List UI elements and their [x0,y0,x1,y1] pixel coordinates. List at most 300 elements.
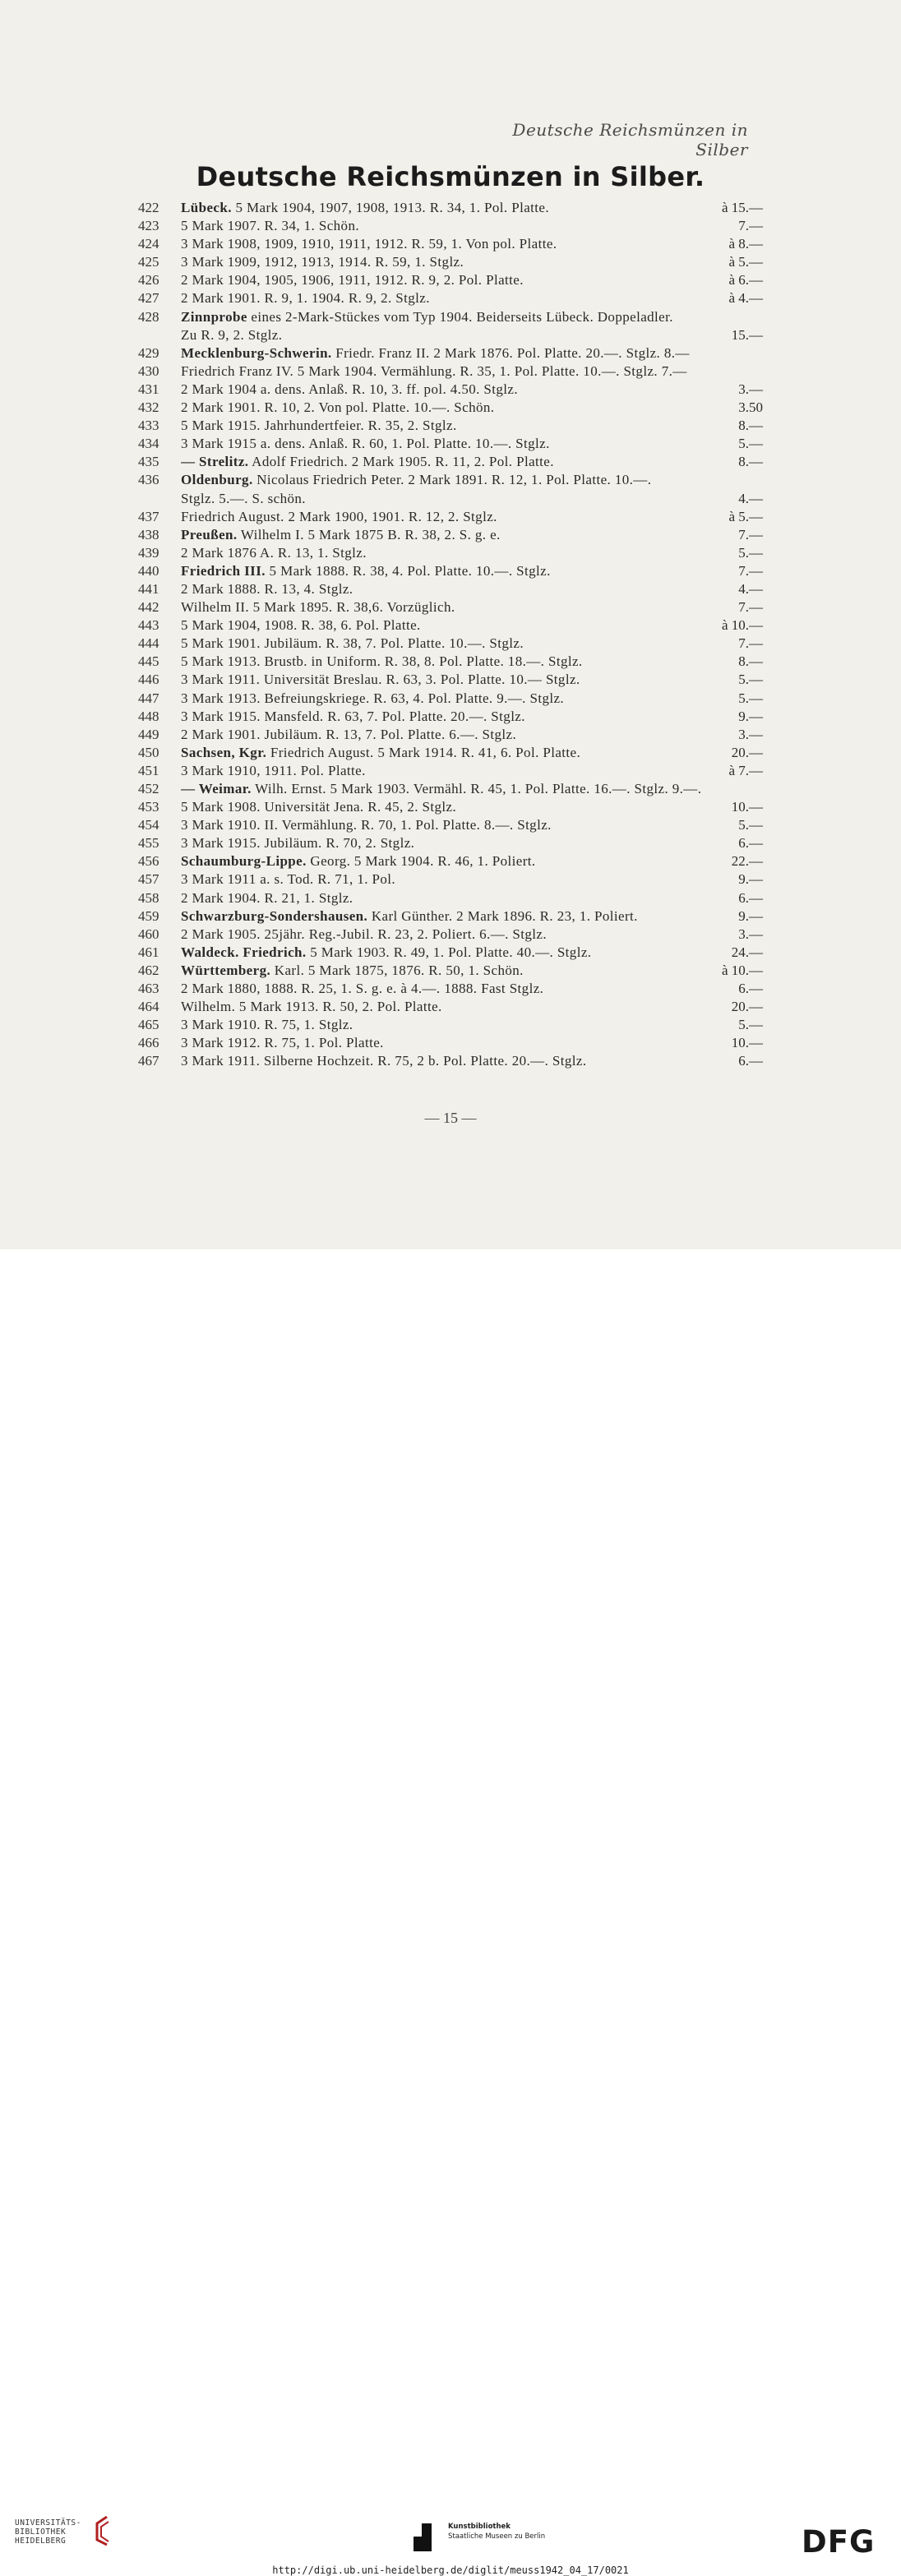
entry-line [138,326,763,344]
entry-line [138,852,763,870]
entry-description [181,435,722,453]
entry-price: 6.— [738,889,763,906]
entry-line [138,744,763,762]
entry-heading: — Weimar. [181,781,252,796]
entry-text: 3 Mark 1915. Jubiläum. R. 70, 2. Stglz. [181,835,415,852]
entry-text: Stglz. 5.—. S. schön. [181,490,306,506]
entry-price: 3.— [738,726,763,742]
entry-text: 3 Mark 1911. Universität Breslau. R. 63, 3. Pol. Platte. 10.— Stglz. [181,672,580,688]
coin-entry [138,435,763,453]
entry-price: 20.— [731,744,763,760]
entry-number: 433 [138,418,159,434]
entry-line [138,471,763,489]
entry-description [181,199,722,217]
coin-entry [138,744,763,762]
entry-line [138,562,763,580]
entry-number: 460 [138,926,159,942]
coin-entry [138,508,763,526]
entry-text: Zu R. 9, 2. Stglz. [181,326,283,343]
entry-text: 2 Mark 1904 a. dens. Anlaß. R. 10, 3. ff. pol. 4.50. Stglz. [181,381,519,397]
entry-text: 5 Mark 1904, 1908. R. 38, 6. Pol. Platte. [181,617,421,634]
entry-number: 464 [138,999,159,1015]
entry-line [138,289,763,307]
scanned-page [0,0,901,1249]
entry-number: 444 [138,635,159,652]
entry-description [181,726,722,744]
coin-entry [138,308,763,344]
entry-line [138,235,763,253]
entry-text: 3 Mark 1910. R. 75, 1. Stglz. [181,1017,353,1033]
coin-entry [138,616,763,635]
entry-text: 3 Mark 1912. R. 75, 1. Pol. Platte. [181,1035,384,1051]
entry-heading: Schwarzburg-Sondershausen. [181,907,368,924]
entry-description [181,926,722,944]
entry-description [181,471,722,489]
entry-text: 5 Mark 1903. R. 49, 1. Pol. Platte. 40.—. Stglz. [306,944,592,960]
entry-number: 454 [138,817,159,833]
entry-number: 462 [138,962,159,978]
entry-line [138,526,763,544]
coin-entry [138,544,763,562]
entry-description [181,1016,722,1034]
entry-text: 3 Mark 1915 a. dens. Anlaß. R. 60, 1. Pol. Platte. 10.—. Stglz. [181,436,550,452]
entry-text: 2 Mark 1888. R. 13, 4. Stglz. [181,580,353,597]
entry-price: 15.— [731,326,763,343]
entry-number: 435 [138,454,159,470]
entry-heading: Württemberg. [181,962,271,978]
entry-line [138,381,763,399]
entry-price: 7.— [738,599,763,616]
entry-text: Wilhelm I. 5 Mark 1875 B. R. 38, 2. S. g. e. [237,526,501,542]
entry-description [181,889,722,907]
entry-description [181,1052,722,1070]
entry-number: 445 [138,653,159,670]
entry-price: à 5.— [728,254,763,270]
entry-line [138,962,763,980]
entry-description [181,271,722,289]
entry-line [138,490,763,508]
entry-price: 5.— [738,672,763,688]
entry-text: Karl Günther. 2 Mark 1896. R. 23, 1. Poliert. [367,907,638,924]
entry-text: 5 Mark 1907. R. 34, 1. Schön. [181,218,360,234]
entry-price: 6.— [738,981,763,997]
entry-price: 5.— [738,1017,763,1033]
entry-line [138,598,763,616]
entry-line [138,816,763,834]
entry-number: 461 [138,944,159,960]
entry-number: 449 [138,726,159,742]
entry-description [181,852,722,870]
entry-text: 5 Mark 1908. Universität Jena. R. 45, 2. Stglz. [181,799,457,815]
entry-line [138,635,763,653]
entry-description [181,708,722,726]
entry-text: 3 Mark 1911 a. s. Tod. R. 71, 1. Pol. [181,871,396,888]
entry-line [138,344,763,362]
university-line: HEIDELBERG [15,2537,67,2546]
coin-entry [138,852,763,870]
entry-line [138,580,763,598]
coin-entry-list [138,199,763,1071]
entry-number: 428 [138,308,159,325]
entry-price: à 6.— [728,272,763,289]
coin-entry [138,1052,763,1070]
entry-line [138,1016,763,1034]
coin-entry [138,271,763,289]
entry-heading: Schaumburg-Lippe. [181,853,307,870]
entry-number: 437 [138,508,159,524]
entry-line [138,1034,763,1052]
entry-description [181,616,722,635]
entry-number: 425 [138,254,159,270]
entry-line [138,653,763,671]
entry-line [138,690,763,708]
entry-description [181,671,722,689]
entry-heading: Mecklenburg-Schwerin. [181,344,332,361]
entry-description [181,1034,722,1052]
entry-number: 457 [138,871,159,888]
entry-text: Nicolaus Friedrich Peter. 2 Mark 1891. R. 12, 1. Pol. Platte. 10.—. [252,472,652,488]
entry-line [138,980,763,998]
entry-description [181,907,722,926]
entry-line [138,508,763,526]
entry-number: 424 [138,236,159,252]
page-number: — 15 — [424,1110,477,1126]
entry-text: Wilhelm II. 5 Mark 1895. R. 38,6. Vorzüglich. [181,599,455,616]
entry-line [138,1052,763,1070]
entry-description [181,562,722,580]
entry-heading: Preußen. [181,526,238,542]
entry-price: à 4.— [728,290,763,307]
university-logo-icon [92,2515,110,2546]
entry-price: à 10.— [721,962,763,978]
entry-description [181,744,722,762]
entry-text: Karl. 5 Mark 1875, 1876. R. 50, 1. Schön. [270,962,524,978]
coin-entry [138,417,763,435]
entry-number: 442 [138,599,159,616]
entry-line [138,199,763,217]
entry-number: 459 [138,907,159,924]
entry-price: 10.— [731,1035,763,1051]
running-header: Deutsche Reichsmünzen in Silber [512,120,748,159]
source-url-link[interactable]: http://digi.ub.uni-heidelberg.de/diglit/meuss1942_04_17/0021 [272,2564,629,2576]
entry-text: Georg. 5 Mark 1904. R. 46, 1. Poliert. [306,853,536,870]
entry-description [181,362,722,381]
entry-description [181,235,722,253]
entry-text: 2 Mark 1901. R. 10, 2. Von pol. Platte. 10.—. Schön. [181,399,495,416]
entry-text: Friedrich Franz IV. 5 Mark 1904. Vermählung. R. 35, 1. Pol. Platte. 10.—. Stglz. 7.— [181,362,687,379]
entry-line [138,708,763,726]
entry-price: 20.— [731,999,763,1015]
entry-description [181,635,722,653]
coin-entry [138,253,763,271]
coin-entry [138,1034,763,1052]
coin-entry [138,562,763,580]
entry-number: 431 [138,381,159,397]
entry-text: Adolf Friedrich. 2 Mark 1905. R. 11, 2. Pol. Platte. [248,454,554,470]
coin-entry [138,980,763,998]
entry-price: à 7.— [728,762,763,778]
entry-line [138,435,763,453]
entry-price: 9.— [738,871,763,888]
entry-text: 2 Mark 1901. Jubiläum. R. 13, 7. Pol. Platte. 6.—. Stglz. [181,726,517,742]
entry-line [138,944,763,962]
entry-text: 3 Mark 1908, 1909, 1910, 1911, 1912. R. 59, 1. Von pol. Platte. [181,236,557,252]
entry-text: 3 Mark 1913. Befreiungskriege. R. 63, 4. Pol. Platte. 9.—. Stglz. [181,690,565,706]
entry-line [138,217,763,235]
entry-text: Friedrich August. 5 Mark 1914. R. 41, 6. Pol. Platte. [266,744,581,760]
coin-entry [138,834,763,852]
entry-number: 447 [138,690,159,706]
entry-price: 7.— [738,635,763,652]
entry-number: 423 [138,218,159,234]
entry-text: 5 Mark 1901. Jubiläum. R. 38, 7. Pol. Platte. 10.—. Stglz. [181,635,524,652]
entry-price: 3.— [738,381,763,397]
entry-price: 6.— [738,1053,763,1069]
entry-text: 2 Mark 1880, 1888. R. 25, 1. S. g. e. à 4.—. 1888. Fast Stglz. [181,981,544,997]
entry-price: 8.— [738,653,763,670]
entry-description [181,998,722,1016]
entry-line [138,780,763,798]
coin-entry [138,889,763,907]
entry-number: 452 [138,781,159,796]
entry-text: 5 Mark 1913. Brustb. in Uniform. R. 38, 8. Pol. Platte. 18.—. Stglz. [181,653,583,670]
coin-entry [138,199,763,217]
kunstbibliothek-text[interactable] [448,2522,545,2541]
entry-price: 4.— [738,580,763,597]
entry-description [181,344,722,362]
coin-entry [138,726,763,744]
entry-line [138,362,763,381]
coin-entry [138,798,763,816]
entry-heading: Waldeck. Friedrich. [181,944,307,960]
entry-text: 5 Mark 1888. R. 38, 4. Pol. Platte. 10.—. Stglz. [265,562,551,579]
entry-description [181,508,722,526]
entry-line [138,308,763,326]
entry-number: 458 [138,889,159,906]
entry-heading: Friedrich III. [181,562,266,579]
kunstbibliothek-name: Kunstbibliothek [448,2523,511,2531]
entry-description [181,834,722,852]
entry-text: 3 Mark 1909, 1912, 1913, 1914. R. 59, 1. Stglz. [181,254,464,270]
entry-price: 5.— [738,690,763,706]
entry-line [138,889,763,907]
coin-entry [138,907,763,926]
entry-line [138,870,763,889]
entry-price: 7.— [738,218,763,234]
coin-entry [138,598,763,616]
entry-description [181,870,722,889]
entry-description [181,399,722,417]
entry-description [181,526,722,544]
coin-entry [138,471,763,507]
entry-text: 3 Mark 1910. II. Vermählung. R. 70, 1. Pol. Platte. 8.—. Stglz. [181,817,552,833]
entry-text: Wilh. Ernst. 5 Mark 1903. Vermähl. R. 45, 1. Pol. Platte. 16.—. Stglz. 9.—. [251,781,702,796]
entry-description [181,962,722,980]
dfg-logo[interactable]: DFG [802,2524,876,2560]
entry-price: 8.— [738,418,763,434]
entry-number: 427 [138,290,159,307]
entry-description [181,381,722,399]
entry-description [181,217,722,235]
entry-text: eines 2-Mark-Stückes vom Typ 1904. Beiderseits Lübeck. Doppeladler. [247,308,673,325]
entry-price: 7.— [738,562,763,579]
entry-text: 2 Mark 1905. 25jähr. Reg.-Jubil. R. 23, 2. Poliert. 6.—. Stglz. [181,926,547,942]
entry-line [138,834,763,852]
coin-entry [138,870,763,889]
coin-entry [138,526,763,544]
coin-entry [138,289,763,307]
entry-description [181,544,722,562]
coin-entry [138,816,763,834]
entry-text: 2 Mark 1904. R. 21, 1. Stglz. [181,889,353,906]
entry-number: 430 [138,362,159,379]
entry-number: 446 [138,672,159,688]
entry-price: 10.— [731,799,763,815]
entry-description [181,980,722,998]
entry-line [138,399,763,417]
entry-price: 9.— [738,907,763,924]
footer [0,1249,901,2576]
coin-entry [138,944,763,962]
coin-entry [138,344,763,362]
page-title: Deutsche Reichsmünzen in Silber. [196,161,705,192]
entry-description [181,780,722,798]
coin-entry [138,962,763,980]
entry-text: Friedrich August. 2 Mark 1900, 1901. R. 12, 2. Stglz. [181,508,497,524]
entry-number: 422 [138,200,159,215]
entry-price: 5.— [738,436,763,452]
entry-description [181,690,722,708]
entry-number: 467 [138,1053,159,1069]
entry-text: 5 Mark 1904, 1907, 1908, 1913. R. 34, 1. Pol. Platte. [231,200,549,215]
entry-price: à 10.— [721,617,763,634]
entry-text: Wilhelm. 5 Mark 1913. R. 50, 2. Pol. Platte. [181,999,442,1015]
kunstbibliothek-logo-icon [414,2523,438,2551]
entry-line [138,926,763,944]
coin-entry [138,998,763,1016]
entry-line [138,417,763,435]
entry-description [181,816,722,834]
entry-description [181,253,722,271]
entry-text: 3 Mark 1915. Mansfeld. R. 63, 7. Pol. Platte. 20.—. Stglz. [181,708,525,724]
entry-number: 448 [138,708,159,724]
entry-price: 5.— [738,817,763,833]
entry-price: 4.— [738,490,763,506]
entry-number: 439 [138,544,159,561]
entry-price: à 8.— [728,236,763,252]
coin-entry [138,671,763,689]
entry-description [181,490,722,508]
coin-entry [138,580,763,598]
coin-entry [138,399,763,417]
entry-line [138,726,763,744]
entry-heading: Oldenburg. [181,472,253,488]
entry-description [181,653,722,671]
entry-number: 438 [138,526,159,542]
entry-price: 3.50 [738,399,763,416]
entry-price: à 15.— [721,200,763,215]
entry-price: 9.— [738,708,763,724]
entry-number: 456 [138,853,159,870]
entry-price: 5.— [738,544,763,561]
university-line: BIBLIOTHEK [15,2528,67,2537]
entry-line [138,544,763,562]
entry-line [138,798,763,816]
coin-entry [138,926,763,944]
coin-entry [138,217,763,235]
coin-entry [138,362,763,381]
entry-heading: — Strelitz. [181,454,249,470]
entry-description [181,326,722,344]
entry-text: 2 Mark 1876 A. R. 13, 1. Stglz. [181,544,367,561]
entry-line [138,762,763,780]
entry-line [138,671,763,689]
entry-price: 7.— [738,526,763,542]
coin-entry [138,235,763,253]
entry-description [181,798,722,816]
entry-number: 465 [138,1017,159,1033]
entry-description [181,944,722,962]
entry-number: 432 [138,399,159,416]
entry-description [181,453,722,471]
entry-text: 2 Mark 1904, 1905, 1906, 1911, 1912. R. 9, 2. Pol. Platte. [181,272,524,289]
university-line: UNIVERSITÄTS- [15,2518,81,2528]
entry-description [181,289,722,307]
entry-line [138,907,763,926]
coin-entry [138,635,763,653]
entry-description [181,417,722,435]
entry-price: 3.— [738,926,763,942]
entry-text: Friedr. Franz II. 2 Mark 1876. Pol. Platte. 20.—. Stglz. 8.— [331,344,690,361]
entry-line [138,453,763,471]
entry-price: 24.— [731,944,763,960]
entry-description [181,308,722,326]
entry-text: 3 Mark 1911. Silberne Hochzeit. R. 75, 2 b. Pol. Platte. 20.—. Stglz. [181,1053,587,1069]
coin-entry [138,780,763,798]
entry-heading: Sachsen, Kgr. [181,744,267,760]
entry-number: 450 [138,744,159,760]
entry-line [138,253,763,271]
entry-number: 434 [138,436,159,452]
entry-description [181,580,722,598]
entry-heading: Lübeck. [181,200,232,215]
coin-entry [138,1016,763,1034]
entry-description [181,762,722,780]
entry-number: 440 [138,562,159,579]
entry-price: 6.— [738,835,763,852]
entry-number: 426 [138,272,159,289]
coin-entry [138,381,763,399]
entry-heading: Zinnprobe [181,308,247,325]
entry-number: 441 [138,580,159,597]
entry-number: 455 [138,835,159,852]
coin-entry [138,690,763,708]
university-library-logo-text[interactable] [15,2518,81,2546]
coin-entry [138,708,763,726]
entry-line [138,998,763,1016]
museen-name: Staatliche Museen zu Berlin [448,2532,546,2541]
entry-number: 453 [138,799,159,815]
entry-number: 466 [138,1035,159,1051]
entry-number: 463 [138,981,159,997]
entry-text: 3 Mark 1910, 1911. Pol. Platte. [181,762,366,778]
entry-number: 443 [138,617,159,634]
entry-price: à 5.— [728,508,763,524]
entry-text: 2 Mark 1901. R. 9, 1. 1904. R. 9, 2. Stglz. [181,290,430,307]
coin-entry [138,453,763,471]
entry-price: 22.— [731,853,763,870]
entry-number: 429 [138,344,159,361]
